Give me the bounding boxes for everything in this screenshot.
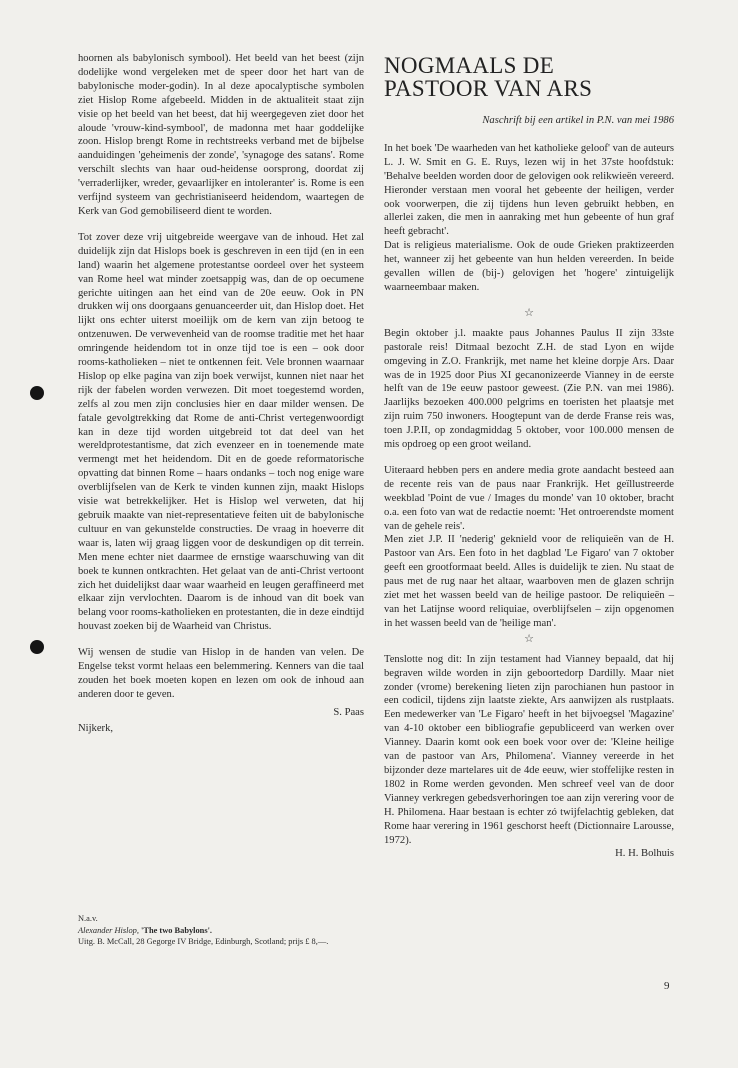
biblio-nav: N.a.v. (78, 914, 98, 923)
title-line-1: NOGMAALS DE (384, 53, 555, 78)
title-line-2: PASTOOR VAN ARS (384, 76, 593, 101)
review-paragraph-2: Tot zover deze vrij uitgebreide weergave van de inhoud. Het zal duidelijk zijn dat Hislops boek is geschreven in een tijd (en in een land) waarin het algemene protestantse oordeel over het systeem van Rome heel wat minder zoetsappig was, dan de op oecumene gerichte uitingen aan het eind van de 20e eeuw. Ook in PN drukken wij ons doorgaans genuanceerder uit, dan Hislop doet. Het lijkt ons echter uiterst moeilijk om de kern van zijn betoog te ontzenuwen. De verwevenheid van de roomse traditie met het haar omringende heidendom tot in onze tijd toe is een – ook door rooms-katholieken – niet te ontkennen feit. Vele bronnen waarnaar Hislop op elke pagina van zijn boek verwijst, kunnen niet naar het rijk der fabelen worden verwezen. Dit moet toegestemd worden, zelfs al zou men zijn conclusies hier en daar milder wensen. De fatale gevolgtrekking dat Rome de anti-Christ vertegenwoordigt kan in deze tijd worden uitgebreid tot dat deel van het wereldprotestantisme, dat zich evenzeer en in toenemende mate vermengt met het heidendom. Dit en de goede reformatorische opvatting dat binnen Rome – haars ondanks – toch nog enige ware overblijfselen van de Kerk te vinden kunnen zijn, maakt Hislops visie wat betrekkelijker. Het is Hislop wel verweten, dat hij gebruik maakte van niet-representatieve feiten uit de babylonische cultuur en van gekunstelde constructies. De vraag in hoeverre dit waar is, laten wij graag liggen voor de deskundigen op dit terrein. Men mene echter niet daarmee de ernstige waarschuwing van dit boek te kunnen ontkrachten. Het gelaat van de anti-Christ vertoont zich het duidelijkst daar waar waarheid en leugen geraffineerd met elkaar zijn vervlochten. Daarom is de inhoud van dit boek van belang voor rooms-katholieken en protestanten, die in deze eindtijd houvast zoeken bij de Waarheid van Christus. (78, 231, 364, 633)
biblio-book (78, 925, 364, 937)
biblio-author: Alexander Hislop, (78, 925, 139, 935)
punch-hole-lower (30, 640, 44, 654)
article-paragraph-5: Men ziet J.P. II 'nederig' geknield voor de reliquieën van de H. Pastoor van Ars. Een foto in het dagblad 'Le Figaro' van 7 oktober geeft een grootformaat beeld. Alles is duidelijk te zien. Nu staat de paus met de rug naar het altaar, waarboven men de glazen schrijn ziet met het wassen beeld van de heilige pastoor. De reliquieën – van het Latijnse woord reliquiae, overblijfselen – zijn opgenomen in het wassen beeld van de 'heilige man'. (384, 534, 674, 629)
article-signature: H. H. Bolhuis (615, 848, 674, 860)
review-signature: S. Paas (333, 706, 364, 718)
right-column (384, 54, 674, 861)
punch-hole-upper (30, 386, 44, 400)
biblio-publisher: Uitg. B. McCall, 28 Gegorge IV Bridge, Edinburgh, Scotland; prijs £ 8,—. (78, 937, 329, 946)
article-subtitle: Naschrift bij een artikel in P.N. van mei 1986 (482, 115, 674, 126)
article-paragraph-1: In het boek 'De waarheden van het katholieke geloof' van de auteurs L. J. W. Smit en G. E. Ruys, lezen wij in het 37ste hoofdstuk: 'Behalve beelden worden door de gelovigen ook relikwieën vereerd. Hieronder verstaan men vooral het gebeente der heiligen, verder ook voorwerpen, die zij tijdens hun leven gebruikt hebben, en allerlei zaken, die men in aanraking met hun gebeente of hun graf heeft gebracht'. (384, 142, 674, 238)
left-column (78, 52, 364, 736)
article-paragraph-3: Begin oktober j.l. maakte paus Johannes Paulus II zijn 33ste pastorale reis! Ditmaal bezocht Z.H. de stad Lyon en wijde omgeving in Z.O. Frankrijk, met name het kleine dorpje Ars. Daar was de in 1925 door Pius XI gecanonizeerde Vianney in de eerste helft van de 19e eeuw pastoor geweest. (Zie P.N. van mei 1986). Jaarlijks bezoeken 400.000 pelgrims en toeristen het plaatsje met zijn ruim 750 inwoners. Hoogtepunt van de derde Franse reis was, toen J.P.II, op zondagmiddag 5 oktober, voor 100.000 mensen de mis opdroeg op een groot weiland. (384, 327, 674, 451)
article-title (384, 54, 674, 100)
article-paragraph-4: Uiteraard hebben pers en andere media grote aandacht besteed aan de recente reis van de paus naar Frankrijk. Het geïllustreerde weekblad 'Point de vue / Images du monde' van 10 oktober, bracht o.a. een foto van wat de redactie noemt: 'Het ontroerendste moment van de gehele reis'. (384, 464, 674, 532)
biblio-title: 'The two Babylons'. (141, 925, 213, 935)
bibliography-note (78, 913, 364, 948)
review-place: Nijkerk, (78, 722, 114, 734)
review-paragraph-3: Wij wensen de studie van Hislop in de handen van velen. De Engelse tekst vormt helaas een belemmering. Kenners van die taal zouden het boek moeten kopen en lezen om ook de inhoud aan anderen door te geven. (78, 647, 364, 700)
separator-star-icon-2: ☆ (524, 632, 534, 645)
review-paragraph-1: hoornen als babylonisch symbool). Het beeld van het beest (zijn dodelijke wond vergeleken met de speer door het hart van de babylonische moder-godin). In al deze apocalyptische symbolen ziet Hislop Rome afgebeeld. Midden in de aktualiteit staat zijn visie op het beeld van het beest, dat hij weergegeven ziet door het aloude 'vrouw-kind-symbool', de madonna met haar goddelijke zoon. Hislop brengt Rome in rechtstreeks verband met de bijbelse aanduidingen 'geheimenis der zonde', 'synagoge des satans'. Rome verschilt slechts van haar oud-heidense oorsprong, doordat zij 'verraderlijker, wreder, gevaarlijker en intoleranter' is. Rome is een verfijnd systeem van gechristianiseerd heidendom, waartegen de Kerk van God gemobiliseerd dient te worden. (78, 53, 364, 217)
article-paragraph-6: Tenslotte nog dit: In zijn testament had Vianney bepaald, dat hij begraven wilde worden in zijn geboortedorp Dardilly. Maar niet zonder (vrome) berekening lieten zijn parochianen hun pastoor in een codicil, tijdens zijn laatste ziekte, Ars aanwijzen als rustplaats. Een medewerker van 'Le Figaro' heeft in het bijvoegsel 'Magazine' van 4-10 oktober een bibliografie gepubliceerd van werken over Vianney. Daarin komt ook een boek voor over de: 'Kleine heilige van de pastoor van Ars, Philomena'. Vianney vereerde in het bijzonder deze martelares uit de 4de eeuw, wier stoffelijke resten in 1802 in Rome werden gevonden. Men schreef veel van de door Vianney verkregen gebedsverhoringen toe aan zijn verering voor de H. Philomena. Haar bestaan is echter zó twijfelachtig gebleken, dat Rome haar verering in 1961 geschorst heeft (Dictionnaire Larousse, 1972). (384, 653, 674, 846)
article-paragraph-2: Dat is religieus materialisme. Ook de oude Grieken praktizeerden het, wanneer zij het gebeente van hun helden vereerden. In beide gevallen willen de (bij-) gelovigen het 'hogere' zintuigelijk waarneembaar maken. (384, 240, 674, 293)
page-number: 9 (664, 980, 670, 992)
separator-star-icon: ☆ (524, 306, 534, 319)
